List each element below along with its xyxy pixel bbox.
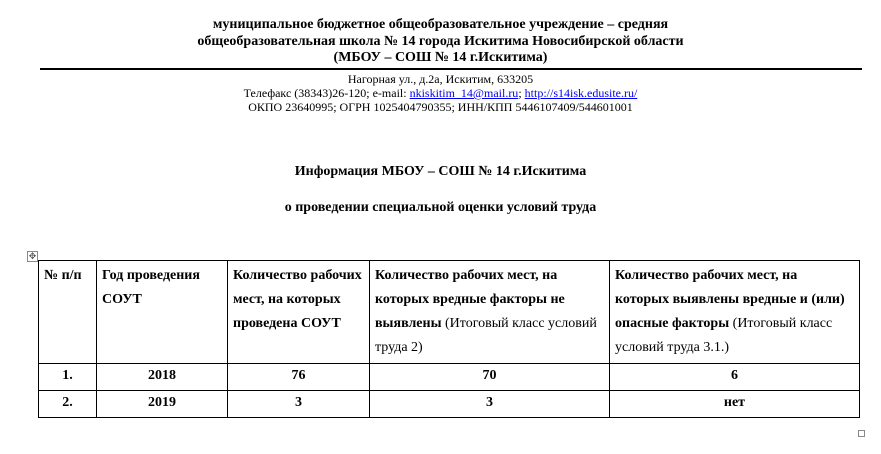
row-harm: 6 — [610, 364, 860, 391]
table-resize-handle-icon[interactable] — [858, 430, 865, 437]
contact-line — [0, 86, 881, 100]
org-name-line-2: общеобразовательная школа № 14 города Искитима Новосибирской области — [197, 34, 684, 49]
row-no-harm: 3 — [370, 391, 610, 418]
header-no-harm-bold: Количество рабочих мест, на которых вредные факторы не выявлены — [375, 268, 565, 331]
header-harm-class: (Итоговый класс условий труда 3.1.) — [615, 316, 833, 355]
header-no-harm-class: (Итоговый класс условий труда 2) — [375, 316, 597, 355]
org-short-name: (МБОУ – СОШ № 14 г.Искитима) — [333, 50, 548, 65]
row-total: 76 — [228, 364, 370, 391]
website-link[interactable]: http://s14isk.edusite.ru/ — [524, 86, 638, 100]
table-move-handle-icon[interactable]: ✥ — [28, 251, 37, 261]
header-no-harm — [370, 261, 610, 364]
org-name-line-1: муниципальное бюджетное общеобразовательное учреждение – средняя — [212, 17, 669, 32]
row-num: 1. — [39, 364, 97, 391]
header-harm-bold: Количество рабочих мест, на которых выявлены вредные и (или) опасные факторы — [615, 268, 845, 331]
document-title: Информация МБОУ – СОШ № 14 г.Искитима — [294, 164, 587, 179]
address: Нагорная ул., д.2а, Искитим, 633205 — [347, 72, 534, 86]
row-no-harm: 70 — [370, 364, 610, 391]
row-num: 2. — [39, 391, 97, 418]
header-num: № п/п — [39, 261, 97, 364]
row-harm: нет — [610, 391, 860, 418]
contact-separator: ; — [518, 86, 525, 100]
table-row — [39, 391, 860, 418]
registry-codes: ОКПО 23640995; ОГРН 1025404790355; ИНН/КПП 5446107409/544601001 — [248, 100, 633, 114]
header-year: Год проведения СОУТ — [97, 261, 228, 364]
phone-text: Телефакс (38343)26-120; e-mail: — [243, 86, 410, 100]
document-subtitle: о проведении специальной оценки условий труда — [284, 200, 597, 215]
table-row — [39, 364, 860, 391]
header-harm — [610, 261, 860, 364]
row-year: 2018 — [97, 364, 228, 391]
email-link[interactable]: nkiskitim_14@mail.ru — [409, 86, 519, 100]
row-year: 2019 — [97, 391, 228, 418]
sout-table — [38, 260, 860, 418]
letterhead-divider — [40, 68, 862, 70]
header-total: Количество рабочих мест, на которых проведена СОУТ — [228, 261, 370, 364]
row-total: 3 — [228, 391, 370, 418]
table-header-row — [39, 261, 860, 364]
